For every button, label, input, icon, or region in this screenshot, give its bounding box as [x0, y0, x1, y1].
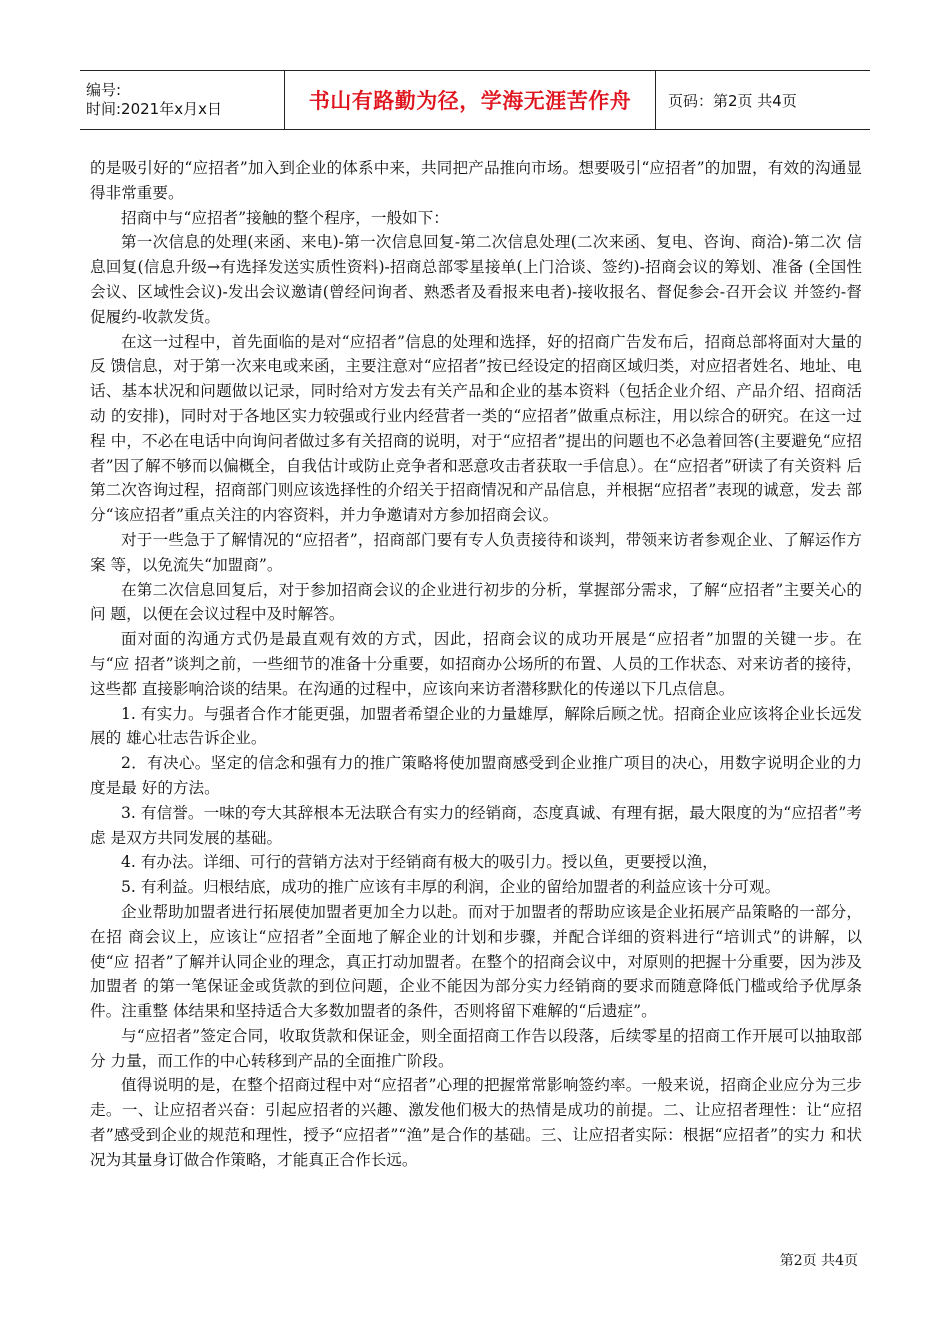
paragraph: 对于一些急于了解情况的“应招者”，招商部门要有专人负责接待和谈判，带领来访者参观企业、了解运作方案 等，以免流失“加盟商”。 [90, 530, 862, 574]
paragraph: 与“应招者”签定合同，收取货款和保证金，则全面招商工作告以段落，后续零星的招商工作开展可以抽取部分 力量，而工作的中心转移到产品的全面推广阶段。 [90, 1026, 862, 1070]
paragraph: 的是吸引好的“应招者”加入到企业的体系中来，共同把产品推向市场。想要吸引“应招者”的加盟，有效的沟通显得非常重要。 [90, 159, 862, 202]
header-page-number: 页码：第2页 共4页 [668, 91, 797, 110]
document-time-label: 时间:2021年x月x日 [86, 100, 222, 118]
paragraph: 第一次信息的处理(来函、来电)-第一次信息回复-第二次信息处理(二次来函、复电、咨询、商洽)-第二次 信息回复(信息升级→有选择发送实质性资料)-招商总部零星接单(上门洽谈、签约)-招商会议的筹划、准备 (全国性会议、区域性会议)-发出会议邀请(曾经问询者、熟悉者及看报来电者)-接收报名、督促参会-召开会议 并签约-督促履约-收款发货。 [90, 233, 862, 326]
paragraph: 在第二次信息回复后，对于参加招商会议的企业进行初步的分析，掌握部分需求，了解“应招者”主要关心的问 题，以便在会议过程中及时解答。 [90, 580, 862, 624]
list-item: 5. 有利益。归根结底，成功的推广应该有丰厚的利润，企业的留给加盟者的利益应该十分可观。 [121, 878, 781, 897]
paragraph: 面对面的沟通方式仍是最直观有效的方式，因此，招商会议的成功开展是“应招者”加盟的关键一步。在与“应 招者”谈判之前，一些细节的准备十分重要，如招商办公场所的布置、人员的工作状态、对来访者的接待，这些都 直接影响洽谈的结果。在沟通的过程中，应该向来访者潜移默化的传递以下几点信息。 [90, 630, 862, 698]
footer-page-number: 第2页 共4页 [779, 1253, 858, 1269]
paragraph: 在这一过程中，首先面临的是对“应招者”信息的处理和选择，好的招商广告发布后，招商总部将面对大量的反 馈信息，对于第一次来电或来函，主要注意对“应招者”按已经设定的招商区域归类，对应招者姓名、地址、电 话、基本状况和问题做以记录，同时给对方发去有关产品和企业的基本资料（包括企业介绍、产品介绍、招商活动 的安排)，同时对于各地区实力较强或行业内经营者一类的“应招者”做重点标注，用以综合的研究。在这一过程 中，不必在电话中向询问者做过多有关招商的说明，对于“应招者”提出的问题也不必急着回答(主要避免“应招 者”因了解不够而以偏概全，自我估计或防止竞争者和恶意攻击者获取一手信息）。在“应招者”研读了有关资料 后第二次咨询过程，招商部门则应该选择性的介绍关于招商情况和产品信息，并根据“应招者”表现的诚意，发去 部分“该应招者”重点关注的内容资料，并力争邀请对方参加招商会议。 [90, 332, 862, 525]
paragraph: 招商中与“应招者”接触的整个程序，一般如下： [121, 208, 449, 227]
header-meta [80, 71, 284, 129]
list-item: 1. 有实力。与强者合作才能更强，加盟者希望企业的力量雄厚，解除后顾之忧。招商企业应该将企业长远发展的 雄心壮志告诉企业。 [90, 704, 862, 748]
document-body [90, 156, 862, 1173]
document-number-label: 编号: [86, 81, 122, 99]
list-item: 3. 有信誉。一味的夸大其辞根本无法联合有实力的经销商，态度真诚、有理有据，最大限度的为“应招者”考虑 是双方共同发展的基础。 [90, 803, 862, 847]
paragraph: 企业帮助加盟者进行拓展使加盟者更加全力以赴。而对于加盟者的帮助应该是企业拓展产品策略的一部分，在招 商会议上，应该让“应招者”全面地了解企业的计划和步骤，并配合详细的资料进行“培训式”的讲解，以使“应 招者”了解并认同企业的理念，真正打动加盟者。在整个的招商会议中，对原则的把握十分重要，因为涉及加盟者 的第一笔保证金或货款的到位问题，企业不能因为部分实力经销商的要求而随意降低门槛或给予优厚条件。注重整 体结果和坚持适合大多数加盟者的条件，否则将留下难解的“后遗症”。 [90, 902, 862, 1021]
list-item: 2．有决心。坚定的信念和强有力的推广策略将使加盟商感受到企业推广项目的决心，用数字说明企业的力度是最 好的方法。 [90, 754, 862, 797]
header-motto: 书山有路勤为径，学海无涯苦作舟 [284, 71, 656, 129]
page-header [80, 70, 870, 130]
paragraph: 值得说明的是，在整个招商过程中对“应招者”心理的把握常常影响签约率。一般来说，招商企业应分为三步 走。一、让应招者兴奋：引起应招者的兴趣、激发他们极大的热情是成功的前提。二、让应招者理性：让“应招 者”感受到企业的规范和理性，授予“应招者”“渔”是合作的基础。三、让应招者实际：根据“应招者”的实力 和状况为其量身订做合作策略，才能真正合作长远。 [90, 1076, 862, 1169]
list-item: 4. 有办法。详细、可行的营销方法对于经销商有极大的吸引力。授以鱼，更要授以渔， [121, 853, 718, 872]
